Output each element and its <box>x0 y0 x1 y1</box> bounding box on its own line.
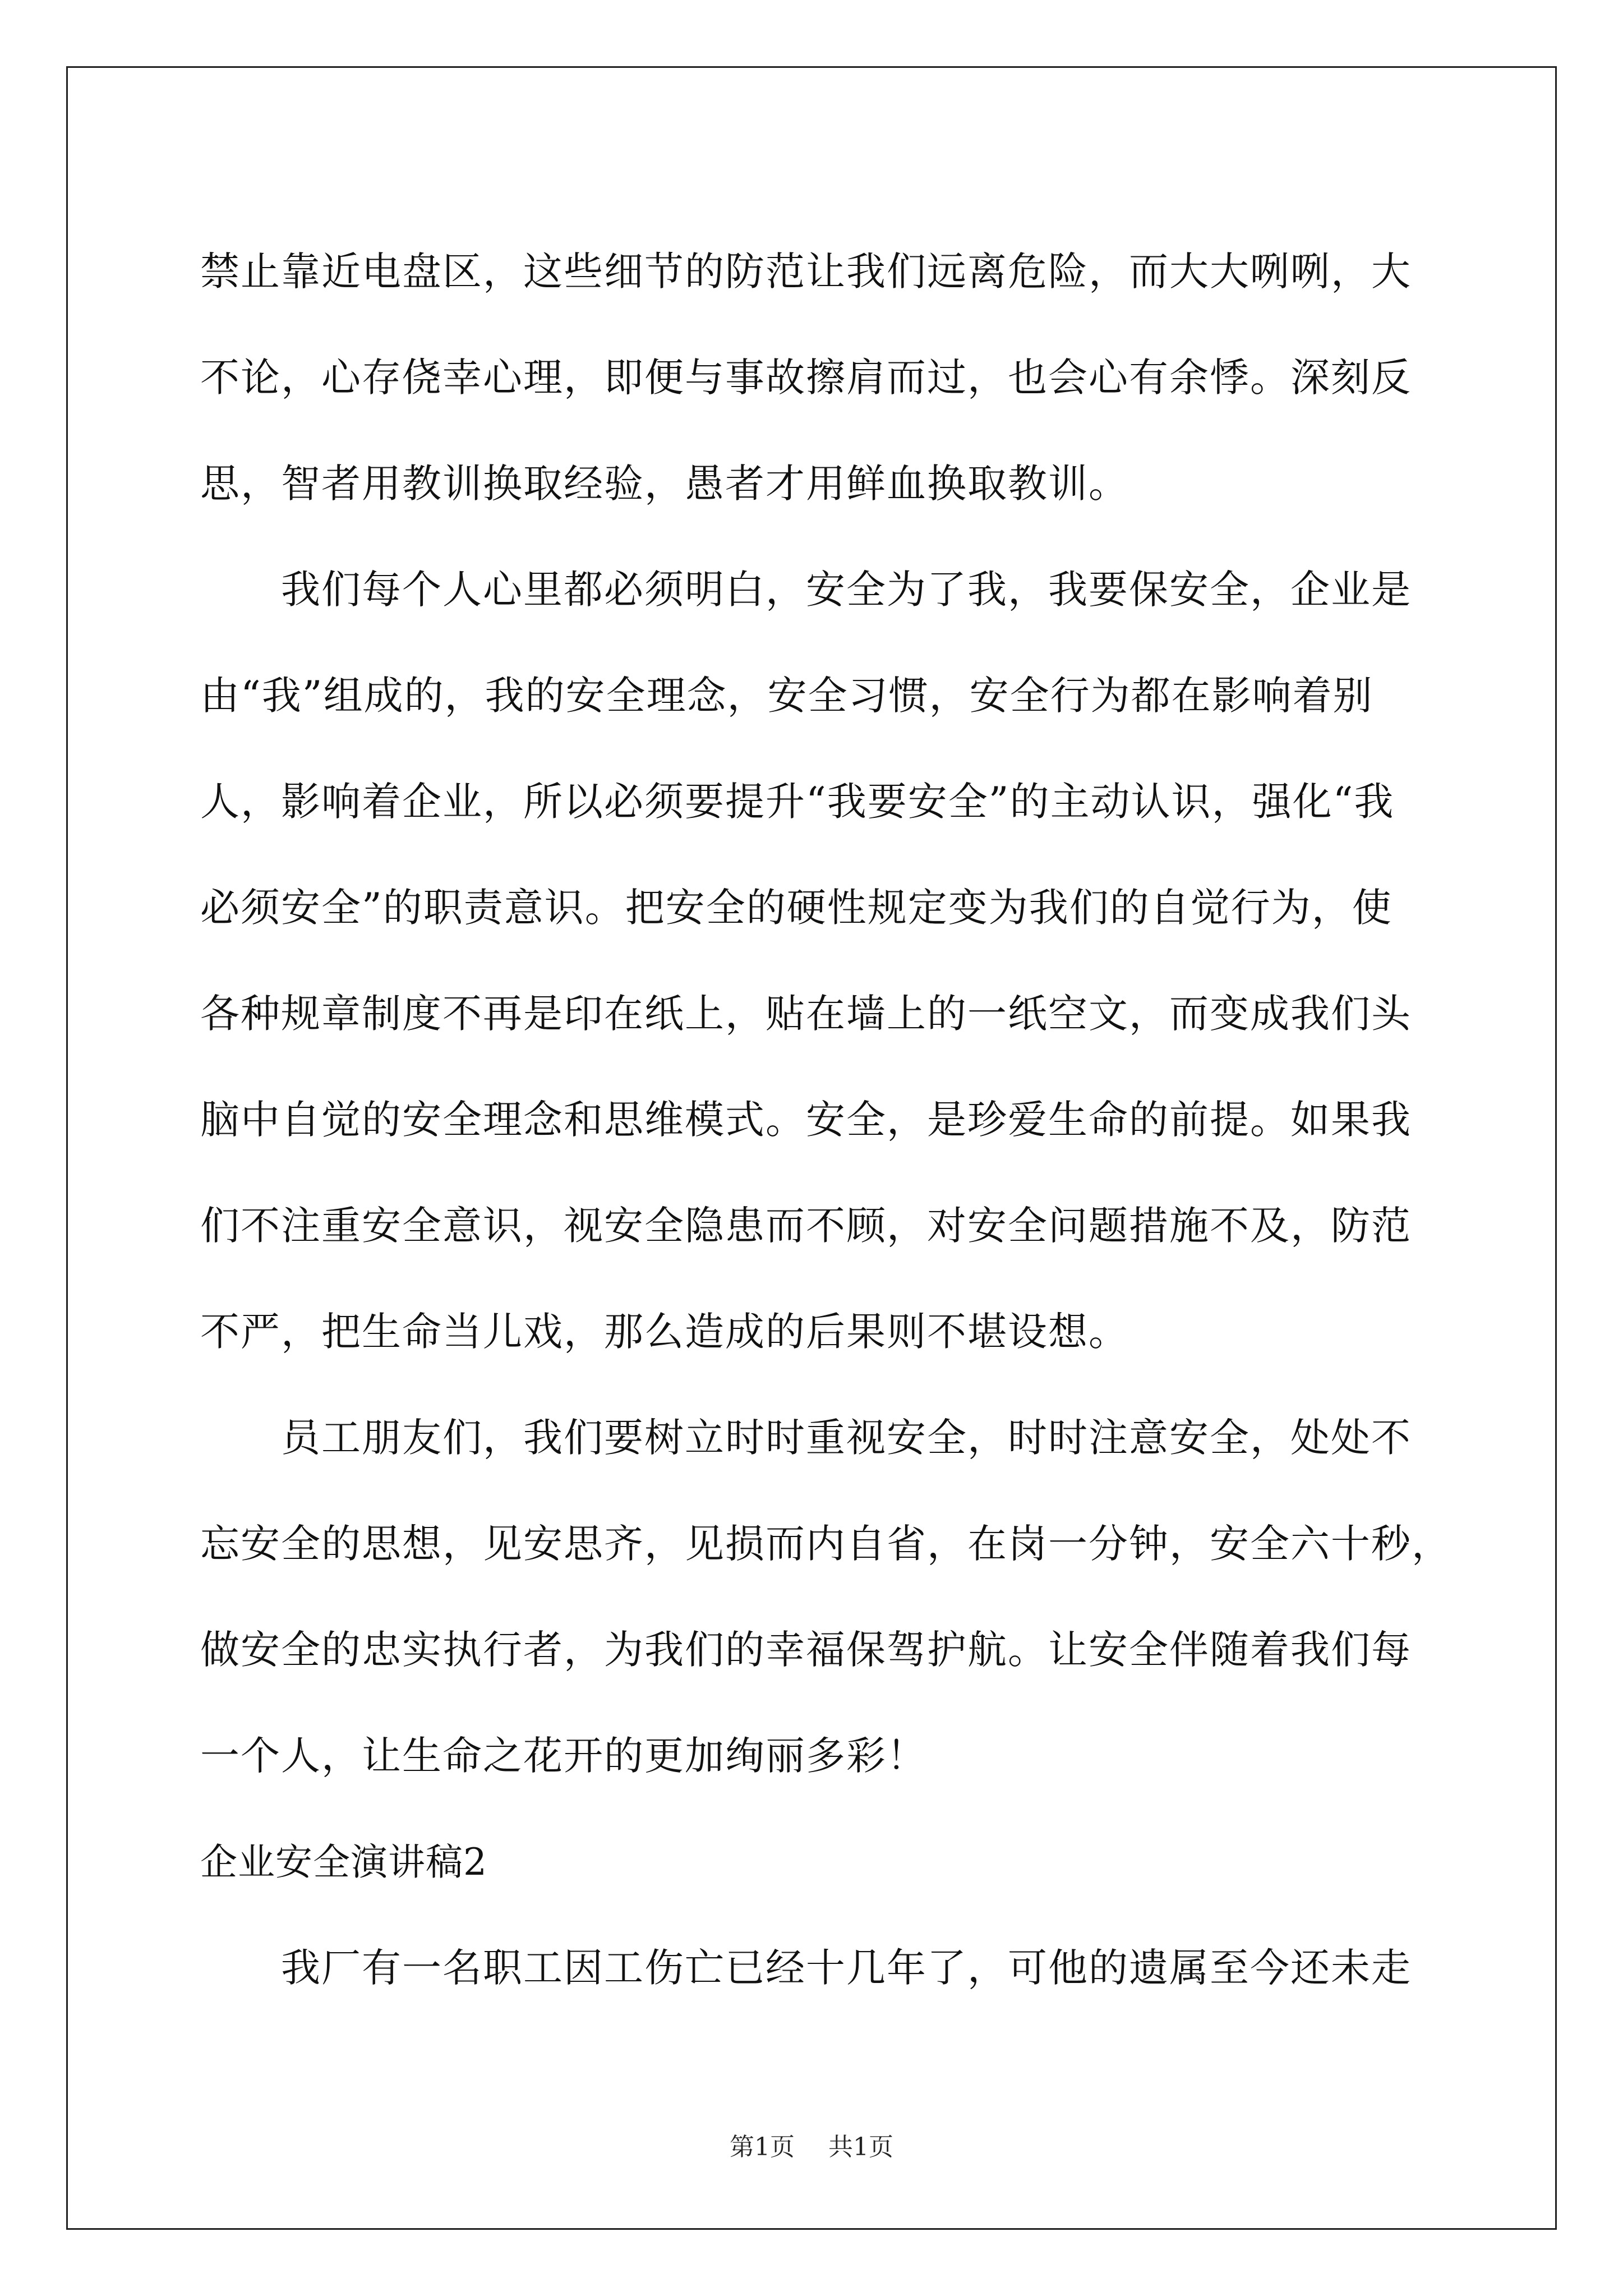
text-line: 我厂有一名职工因工伤亡已经十几年了，可他的遗属至今还未走 <box>281 1945 1412 1991</box>
text-line: 各种规章制度不再是印在纸上，贴在墙上的一纸空文，而变成我们头 <box>200 991 1412 1037</box>
text-line: 们不注重安全意识，视安全隐患而不顾，对安全问题措施不及，防范 <box>200 1203 1412 1249</box>
text-line: 我们每个人心里都必须明白，安全为了我，我要保安全，企业是 <box>281 567 1412 613</box>
page-number: 第1页 <box>730 2133 795 2161</box>
text-line: 必须安全”的职责意识。把安全的硬性规定变为我们的自觉行为，使 <box>200 885 1393 931</box>
text-line: 员工朋友们，我们要树立时时重视安全，时时注意安全，处处不 <box>281 1415 1412 1461</box>
text-line: 人，影响着企业，所以必须要提升“我要安全”的主动认识，强化“我 <box>200 779 1395 825</box>
text-line: 思，智者用教训换取经验，愚者才用鲜血换取教训。 <box>200 461 1129 507</box>
paragraph-2 <box>200 537 1427 1385</box>
paragraph-4 <box>200 1915 1427 2021</box>
text-line: 一个人，让生命之花开的更加绚丽多彩！ <box>200 1733 927 1779</box>
text-line: 不严，把生命当儿戏，那么造成的后果则不堪设想。 <box>200 1309 1129 1355</box>
document-body <box>200 219 1452 2021</box>
text-line: 不论，心存侥幸心理，即便与事故擦肩而过，也会心有余悸。深刻反 <box>200 355 1412 401</box>
text-line: 由“我”组成的，我的安全理念，安全习惯，安全行为都在影响着别 <box>200 673 1373 719</box>
text-line: 做安全的忠实执行者，为我们的幸福保驾护航。让安全伴随着我们每 <box>200 1627 1412 1673</box>
text-line: 脑中自觉的安全理念和思维模式。安全，是珍爱生命的前提。如果我 <box>200 1097 1412 1143</box>
page-footer <box>0 2131 1623 2164</box>
paragraph-3 <box>200 1385 1452 1809</box>
text-line: 忘安全的思想，见安思齐，见损而内自省，在岗一分钟，安全六十秒， <box>200 1521 1452 1567</box>
text-line: 禁止靠近电盘区，这些细节的防范让我们远离危险，而大大咧咧，大 <box>200 249 1412 295</box>
section-heading: 企业安全演讲稿2 <box>200 1841 487 1884</box>
paragraph-1 <box>200 219 1427 537</box>
page-total: 共1页 <box>828 2133 893 2161</box>
